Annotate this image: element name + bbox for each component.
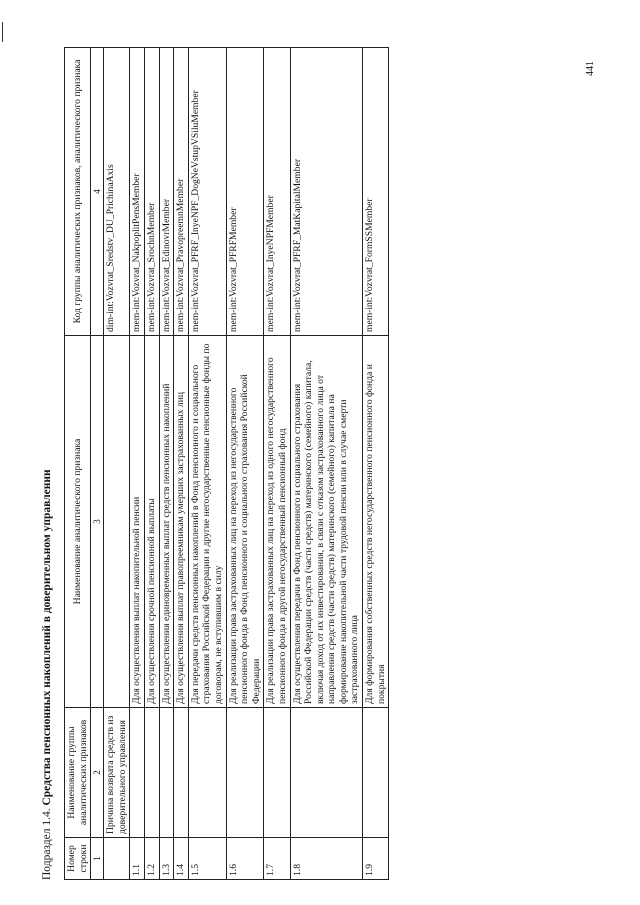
feature-code: mem-int:Vozvrat_PFRF_InyeNPF_DogNeVstupVSiluMember (188, 48, 226, 336)
subsection-title: Средства пенсионных накоплений в доверительном управлении (41, 469, 53, 806)
group-name (174, 708, 189, 838)
column-number: 1 (91, 838, 104, 880)
table-row (363, 48, 389, 880)
table-row (174, 48, 189, 880)
row-number: 1.8 (290, 838, 363, 880)
group-name (159, 708, 174, 838)
row-number: 1.6 (226, 838, 264, 880)
column-number: 4 (91, 48, 104, 336)
row-number: 1.9 (363, 838, 389, 880)
feature-name: Для реализации права застрахованных лиц на переход из одного негосударственного пенсионного фонда в другой негосударственный пенсионный фонд (264, 336, 290, 708)
feature-code: dim-int:Vozvrat_Sredstv_DU_PrichinaAxis (104, 48, 130, 336)
feature-code: mem-int:Vozvrat_FormSSMember (363, 48, 389, 336)
header-group-name: Наименование группы аналитических признаков (65, 708, 91, 838)
feature-name (104, 336, 130, 708)
feature-name: Для осуществления выплат накопительной пенсии (130, 336, 145, 708)
feature-code: mem-int:Vozvrat_EdinovrMember (159, 48, 174, 336)
feature-name: Для осуществления выплат правопреемникам умерших застрахованных лиц (174, 336, 189, 708)
column-number: 3 (91, 336, 104, 708)
table-row (104, 48, 130, 880)
row-number: 1.7 (264, 838, 290, 880)
document-content (40, 40, 640, 884)
analytics-table (64, 47, 389, 880)
column-number: 2 (91, 708, 104, 838)
feature-name: Для осуществления передачи в Фонд пенсионного и социального страхования Российской Федерации средств (части средств) материнского (семейного) капитала, включая доход от их инвестирования, в связи с отказом застрахованного лица от направления средств (части средств) материнского (семейного) капитала на формирование накопительной части трудовой пенсии или в случае смерти застрахованного лица (290, 336, 363, 708)
row-number: 1.2 (144, 838, 159, 880)
subsection-heading (40, 40, 62, 884)
table-row (264, 48, 290, 880)
table-row (144, 48, 159, 880)
feature-name: Для формирования собственных средств негосударственного пенсионного фонда и покрытия (363, 336, 389, 708)
group-name (290, 708, 363, 838)
group-name (363, 708, 389, 838)
group-name (188, 708, 226, 838)
page-number: 441 (585, 61, 596, 76)
table-body (104, 48, 389, 880)
margin-mark (2, 22, 3, 42)
row-number: 1.4 (174, 838, 189, 880)
feature-name: Для осуществления срочной пенсионной выплаты (144, 336, 159, 708)
group-name (144, 708, 159, 838)
table-row (226, 48, 264, 880)
header-row-number: Номер строки (65, 838, 91, 880)
feature-code: mem-int:Vozvrat_NakpoplitPensMember (130, 48, 145, 336)
feature-code: mem-int:Vozvrat_PravopreemnMember (174, 48, 189, 336)
group-name (264, 708, 290, 838)
feature-code: mem-int:Vozvrat_PFRFMember (226, 48, 264, 336)
table-row (290, 48, 363, 880)
column-number-row (91, 48, 104, 880)
header-code: Код группы аналитических признаков, аналитического признака (65, 48, 91, 336)
rotated-document (40, 40, 640, 884)
feature-name: Для передачи средств пенсионных накоплений в Фонд пенсионного и социального страхования Российской Федерации и другие негосударственные пенсионные фонды по договорам, не вступившим в силу (188, 336, 226, 708)
feature-code: mem-int:Vozvrat_SrochnMember (144, 48, 159, 336)
subsection-prefix: Подраздел 1.4. (41, 805, 53, 880)
row-number: 1.3 (159, 838, 174, 880)
feature-code: mem-int:Vozvrat_PFRF_MatKapitalMember (290, 48, 363, 336)
header-row (65, 48, 91, 880)
feature-code: mem-int:Vozvrat_InyeNPFMember (264, 48, 290, 336)
group-name: Причина возврата средств из доверительного управления (104, 708, 130, 838)
row-number (104, 838, 130, 880)
group-name (130, 708, 145, 838)
table-row (159, 48, 174, 880)
row-number: 1.1 (130, 838, 145, 880)
header-feature-name: Наименование аналитического признака (65, 336, 91, 708)
group-name (226, 708, 264, 838)
row-number: 1.5 (188, 838, 226, 880)
feature-name: Для осуществления единовременных выплат средств пенсионных накоплений (159, 336, 174, 708)
table-row (188, 48, 226, 880)
table-row (130, 48, 145, 880)
feature-name: Для реализации права застрахованных лиц на переход из негосударственного пенсионного фонда в Фонд пенсионного и социального страхования Российской Федерации (226, 336, 264, 708)
